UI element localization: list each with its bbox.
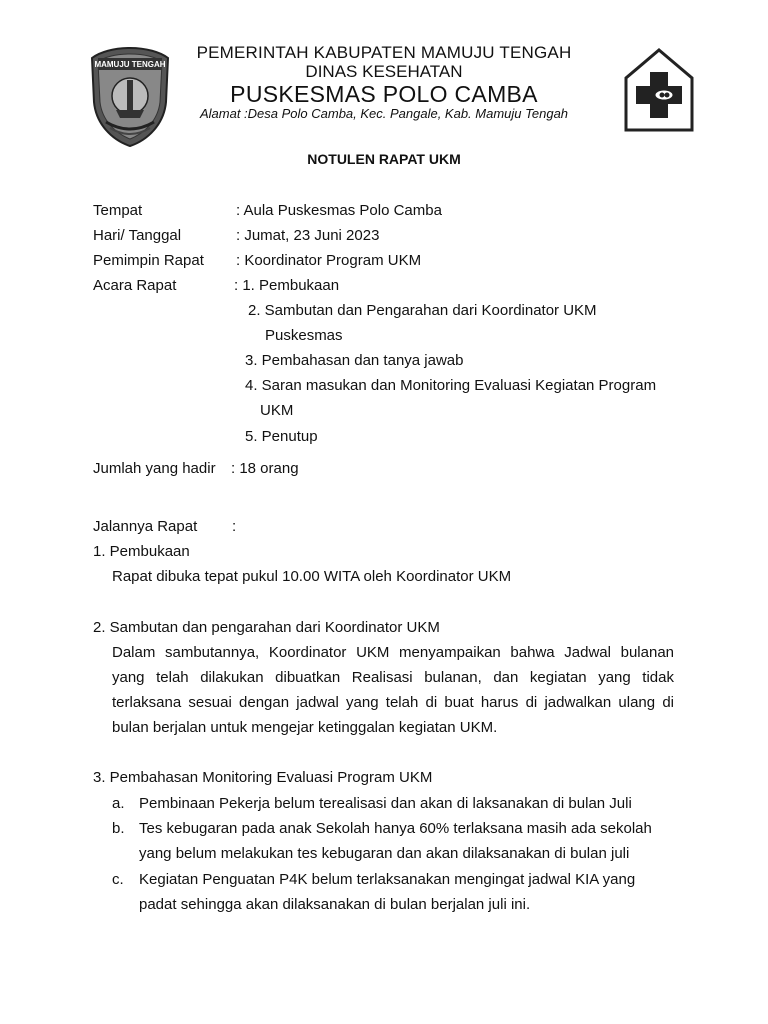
section-2-line: yang telah dilakukan dibuatkan Realisasi bulanan, dan kegiatan yang tidak: [112, 669, 674, 686]
acara-item: 2. Sambutan dan Pengarahan dari Koordinator UKM: [248, 302, 597, 319]
list-item-text: Pembinaan Pekerja belum terealisasi dan akan di laksanakan di bulan Juli: [139, 795, 632, 812]
emblem-text: MAMUJU TENGAH: [94, 60, 166, 69]
list-marker: b.: [112, 820, 125, 837]
pemimpin-label: Pemimpin Rapat: [93, 252, 204, 269]
acara-label: Acara Rapat: [93, 277, 177, 294]
hari-value: : Jumat, 23 Juni 2023: [236, 227, 380, 244]
list-item-text: Kegiatan Penguatan P4K belum terlaksanakan mengingat jadwal KIA yang: [139, 871, 636, 888]
jumlah-label: Jumlah yang hadir: [93, 460, 216, 477]
list-marker: a.: [112, 795, 125, 812]
list-item-text: padat sehingga akan dilaksanakan di bulan berjalan juli ini.: [139, 896, 531, 913]
section-2-line: Dalam sambutannya, Koordinator UKM menyampaikan bahwa Jadwal bulanan: [112, 644, 674, 661]
list-marker: c.: [112, 871, 124, 888]
pemimpin-value: : Koordinator Program UKM: [236, 252, 422, 269]
puskesmas-logo: [624, 48, 694, 132]
header-address: Alamat :Desa Polo Camba, Kec. Pangale, Kab. Mamuju Tengah: [199, 106, 569, 121]
section-2-line: bulan berjalan untuk mengejar ketinggalan kegiatan UKM.: [112, 719, 498, 736]
acara-item: 4. Saran masukan dan Monitoring Evaluasi Kegiatan Program: [245, 377, 657, 394]
header-department: DINAS KESEHATAN: [305, 62, 463, 81]
section-1-heading: 1. Pembukaan: [93, 543, 190, 560]
header-government-name: PEMERINTAH KABUPATEN MAMUJU TENGAH: [196, 43, 572, 62]
list-item-text: yang belum melakukan tes kebugaran dan akan dilaksanakan di bulan juli: [139, 845, 630, 862]
document-title: NOTULEN RAPAT UKM: [307, 151, 461, 167]
tempat-label: Tempat: [93, 202, 143, 219]
acara-item: : 1. Pembukaan: [234, 277, 340, 294]
jalannya-colon: :: [232, 518, 237, 535]
section-1-text: Rapat dibuka tepat pukul 10.00 WITA oleh Koordinator UKM: [112, 568, 512, 585]
list-item-text: Tes kebugaran pada anak Sekolah hanya 60% terlaksana masih ada sekolah: [139, 820, 652, 837]
acara-item: 3. Pembahasan dan tanya jawab: [245, 352, 464, 369]
section-3-heading: 3. Pembahasan Monitoring Evaluasi Program UKM: [93, 769, 433, 786]
section-2-line: terlaksana sesuai dengan jadwal yang telah di buat harus di jadwalkan ulang di: [112, 694, 674, 711]
acara-item: 5. Penutup: [245, 428, 318, 445]
section-2-heading: 2. Sambutan dan pengarahan dari Koordinator UKM: [93, 619, 440, 636]
hari-label: Hari/ Tanggal: [93, 227, 182, 244]
acara-item: UKM: [260, 402, 294, 419]
header-puskesmas-name: PUSKESMAS POLO CAMBA: [230, 81, 538, 107]
jumlah-value: : 18 orang: [231, 460, 299, 477]
tempat-value: : Aula Puskesmas Polo Camba: [236, 202, 442, 219]
jalannya-label: Jalannya Rapat: [93, 518, 198, 535]
acara-item: Puskesmas: [265, 327, 343, 344]
